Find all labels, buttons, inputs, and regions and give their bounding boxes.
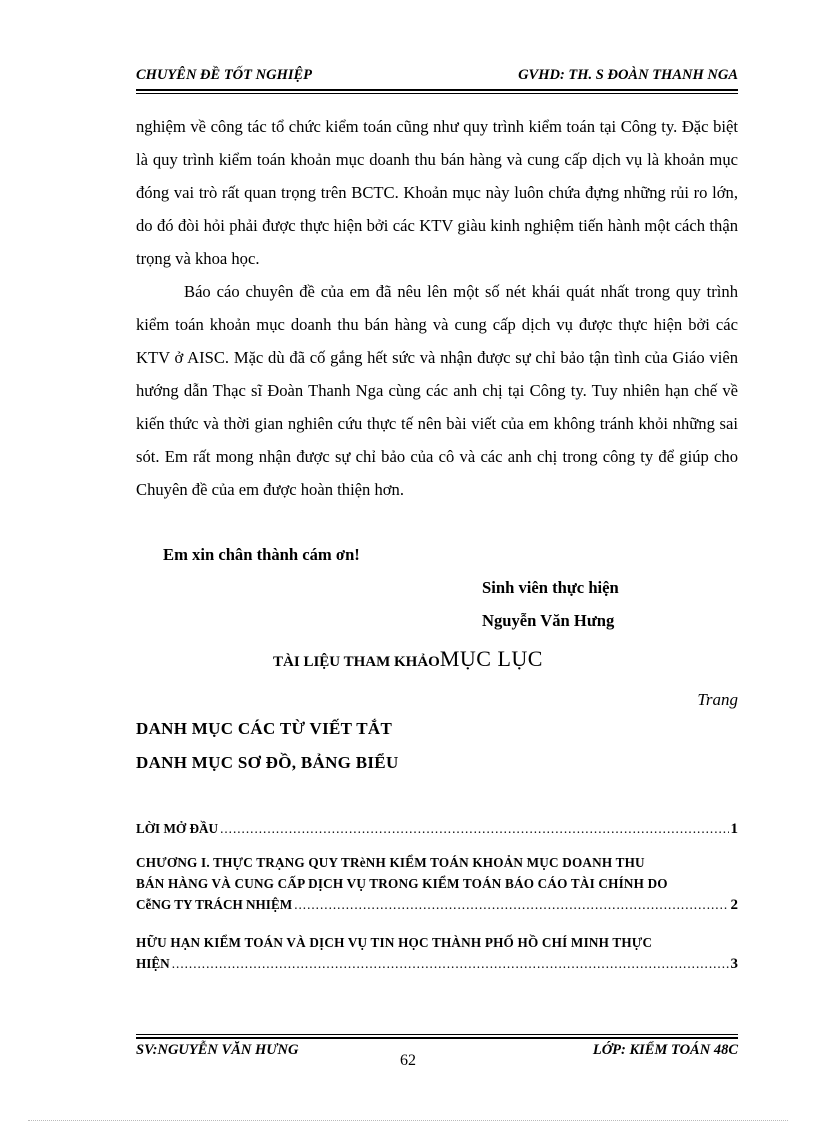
toc-entry[interactable] [136, 932, 738, 975]
toc-entry-label: BÁN HÀNG VÀ CUNG CẤP DỊCH VỤ TRONG KIỂM TOÁN BÁO CÁO TÀI CHÍNH DO [136, 876, 668, 891]
toc-entry-page: 3 [730, 956, 738, 972]
toc-entry-label: CHƯƠNG I. THỰC TRẠNG QUY TRèNH KIỂM TOÁN KHOẢN MỤC DOANH THU [136, 855, 645, 870]
body-paragraph-2: Báo cáo chuyên đề của em đã nêu lên một số nét khái quát nhất trong quy trình kiểm toán khoản mục doanh thu bán hàng và cung cấp dịch vụ được thực hiện bởi các KTV ở AISC. Mặc dù đã cố gắng hết sức và nhận được sự chỉ bảo tận tình của Giáo viên hướng dẫn Thạc sĩ Đoàn Thanh Nga cùng các anh chị tại Công ty. Tuy nhiên hạn chế về kiến thức và thời gian nghiên cứu thực tế nên bài viết của em không tránh khỏi những sai sót. Em rất mong nhận được sự chỉ bảo của cô và các anh chị trong công ty để giúp cho Chuyên đề của em được hoàn thiện hơn. [136, 282, 738, 499]
toc-entry-page: 2 [730, 897, 738, 913]
references-title: TÀI LIỆU THAM KHẢO [273, 654, 440, 670]
page-bottom-border [28, 1120, 788, 1121]
footer-rule-thin [136, 1034, 738, 1035]
toc-entry-label: HIỆN [136, 956, 170, 971]
toc-entry-label: HỮU HẠN KIỂM TOÁN VÀ DỊCH VỤ TIN HỌC THÀNH PHỐ HỒ CHÍ MINH THỰC [136, 935, 653, 950]
footer-right-text: LỚP: KIỂM TOÁN 48C [592, 1042, 738, 1058]
toc-leader-dots [172, 953, 729, 974]
page-column-label: Trang [697, 690, 738, 709]
footer-left-text: SV:NGUYỄN VĂN HƯNG [136, 1042, 299, 1058]
thanks-line: Em xin chân thành cám ơn! [163, 545, 360, 564]
toc-entry-page: 1 [730, 821, 738, 837]
header-left-text: CHUYÊN ĐỀ TỐT NGHIỆP [136, 67, 313, 83]
header-rule-thin [136, 93, 738, 94]
toc-entry[interactable] [136, 852, 738, 916]
toc-entry-label: CễNG TY TRÁCH NHIỆM [136, 897, 293, 912]
page-header [136, 67, 738, 87]
header-right-text: GVHD: TH. S ĐOÀN THANH NGA [518, 67, 738, 83]
signature-role: Sinh viên thực hiện [482, 578, 619, 597]
abbreviations-heading: DANH MỤC CÁC TỪ VIẾT TẮT [136, 719, 393, 738]
header-rule-thick [136, 89, 738, 91]
toc-entry-label: LỜI MỞ ĐẦU [136, 821, 219, 836]
signature-name: Nguyễn Văn Hưng [482, 611, 615, 630]
footer-rule-thick [136, 1037, 738, 1039]
body-paragraph-1: nghiệm về công tác tổ chức kiểm toán cũng như quy trình kiểm toán tại Công ty. Đặc biệt là quy trình kiểm toán khoản mục doanh thu bán hàng và cung cấp dịch vụ là khoản mục đóng vai trò rất quan trọng trên BCTC. Khoản mục này luôn chứa đựng những rủi ro lớn, do đó đòi hỏi phải được thực hiện bởi các KTV giàu kinh nghiệm tiến hành một cách thận trọng và khoa học. [136, 117, 738, 268]
page-number: 62 [400, 1052, 416, 1069]
toc-leader-dots [294, 894, 728, 915]
toc-entry[interactable] [136, 818, 738, 840]
toc-title: MỤC LỤC [439, 646, 543, 671]
figures-heading: DANH MỤC SƠ ĐỒ, BẢNG BIỂU [136, 753, 399, 772]
toc-leader-dots [220, 818, 728, 839]
section-title-line [0, 646, 816, 672]
